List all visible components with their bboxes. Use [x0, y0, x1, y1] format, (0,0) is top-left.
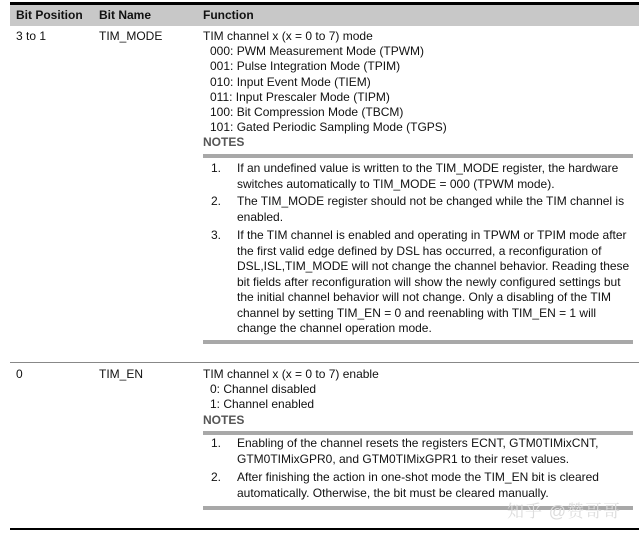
notes-rule [203, 154, 633, 158]
note-text: Enabling of the channel resets the registers ECNT, GTM0TIMixCNT, GTM0TIMixGPR0, and GTM0TIMixGPR1 to their reset values. [237, 436, 599, 466]
function-line: TIM channel x (x = 0 to 7) enable [203, 367, 379, 381]
note-number: 2. [211, 470, 222, 484]
mode-option: 011: Input Prescaler Mode (TIPM) [210, 89, 390, 104]
mode-option: 000: PWM Measurement Mode (TPWM) [210, 44, 425, 59]
row1-bit-name: TIM_MODE [99, 29, 163, 43]
row-divider [10, 362, 639, 363]
row2-bit-name: TIM_EN [99, 367, 144, 381]
note-text: If the TIM channel is enabled and operating in TPWM or TPIM mode after the first valid edge defined by DSL has occurred, a reconfiguration of DSL,ISL,TIM_MODE will not change the channel behavior. Reading these bit fields after reconfiguration will show the newly configured settings but the initial channel behavior will not change. Only a disabling of the TIM channel by setting TIM_EN = 0 and reenabling with TIM_EN = 1 will change the channel operation mode. [237, 228, 630, 335]
notes-rule [203, 340, 633, 344]
row1-function [203, 29, 447, 151]
table-header [10, 5, 639, 26]
notes-heading: NOTES [203, 135, 245, 150]
table-bottom-rule [10, 528, 639, 530]
note-number: 1. [211, 161, 222, 175]
note-number: 3. [211, 228, 222, 242]
mode-option: 100: Bit Compression Mode (TBCM) [210, 104, 404, 119]
header-function: Function [203, 8, 254, 22]
note-number: 2. [211, 194, 222, 208]
note-text: The TIM_MODE register should not be changed while the TIM channel is enabled. [237, 194, 625, 224]
enable-option: 0: Channel disabled [210, 382, 317, 397]
note-number: 1. [211, 436, 222, 450]
row2-bit-position: 0 [16, 367, 23, 381]
row2-function [203, 367, 379, 428]
mode-option: 001: Pulse Integration Mode (TPIM) [210, 59, 401, 74]
mode-option: 101: Gated Periodic Sampling Mode (TGPS) [210, 120, 447, 135]
row1-bit-position: 3 to 1 [16, 29, 47, 43]
mode-option: 010: Input Event Mode (TIEM) [210, 74, 371, 89]
notes-rule [203, 431, 633, 435]
function-line: TIM channel x (x = 0 to 7) mode [203, 29, 373, 43]
header-bit-position: Bit Position [16, 8, 83, 22]
notes-heading: NOTES [203, 412, 245, 427]
watermark: 知乎 @赞哥哥 [507, 502, 621, 521]
enable-option: 1: Channel enabled [210, 397, 315, 412]
header-bit-name: Bit Name [99, 8, 152, 22]
note-text: If an undefined value is written to the TIM_MODE register, the hardware switches automatically to TIM_MODE = 000 (TPWM mode). [237, 161, 619, 191]
note-text: After finishing the action in one-shot mode the TIM_EN bit is cleared automatically. Otherwise, the bit must be cleared manually. [237, 470, 599, 500]
